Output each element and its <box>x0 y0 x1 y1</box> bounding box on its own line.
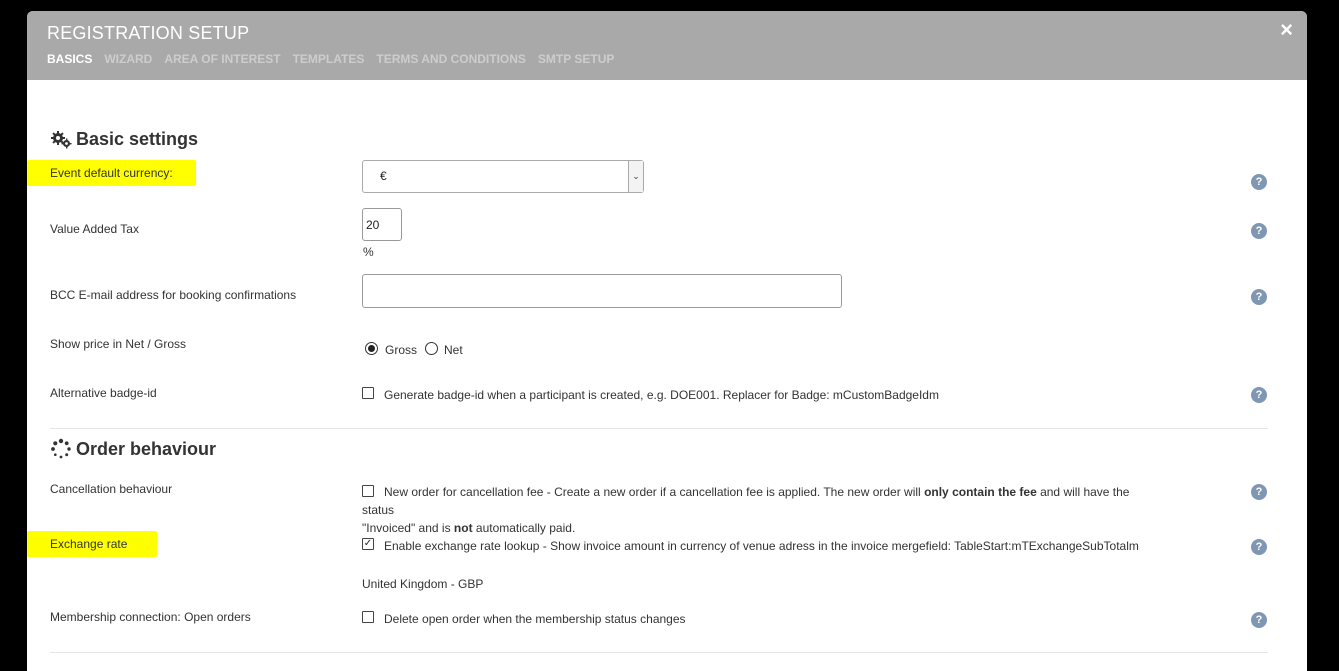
radio-net-label: Net <box>444 343 463 357</box>
section-title-text: Basic settings <box>76 128 199 149</box>
help-icon-cancellation[interactable]: ? <box>1251 484 1267 500</box>
tab-wizard[interactable]: WIZARD <box>104 52 153 66</box>
exchange-rate-note: United Kingdom - GBP <box>362 577 484 591</box>
spinner-icon <box>50 438 72 460</box>
membership-description: Delete open order when the membership status changes <box>384 612 686 626</box>
cancellation-text-4: automatically paid. <box>472 521 576 535</box>
modal-title: REGISTRATION SETUP <box>47 23 250 43</box>
cancellation-description <box>362 483 1162 537</box>
radio-gross[interactable] <box>365 342 378 355</box>
section-title-text: Order behaviour <box>76 438 217 459</box>
close-icon[interactable]: × <box>1280 17 1293 42</box>
exchange-rate-description: Enable exchange rate lookup - Show invoice amount in currency of venue adress in the invoice mergefield: TableStart:mTExchangeSubTotalm <box>384 539 1139 553</box>
membership-checkbox[interactable] <box>362 611 374 623</box>
price-label: Show price in Net / Gross <box>50 337 187 351</box>
radio-net[interactable] <box>425 342 438 355</box>
currency-select-value: € <box>380 169 387 183</box>
order-behaviour-heading <box>50 438 216 460</box>
currency-label-highlight: Event default currency: <box>27 160 196 186</box>
help-icon-bcc[interactable]: ? <box>1251 289 1267 305</box>
tab-bar <box>47 52 626 66</box>
help-icon-exchange-rate[interactable]: ? <box>1251 539 1267 555</box>
tab-terms-and-conditions[interactable]: TERMS AND CONDITIONS <box>376 52 526 66</box>
cancellation-text-3: "Invoiced" and is <box>362 521 454 535</box>
exchange-rate-label <box>50 537 157 551</box>
membership-label: Membership connection: Open orders <box>50 610 251 624</box>
section-divider <box>50 428 1268 429</box>
radio-gross-label: Gross <box>385 343 418 357</box>
exchange-rate-checkbox[interactable]: ✓ <box>363 538 373 549</box>
modal-content <box>27 80 1307 671</box>
tab-templates[interactable]: TEMPLATES <box>292 52 365 66</box>
cancellation-bold-1: only contain the fee <box>924 485 1037 499</box>
help-icon-currency[interactable]: ? <box>1251 174 1267 190</box>
badge-description: Generate badge-id when a participant is created, e.g. DOE001. Replacer for Badge: mCustomBadgeIdm <box>384 388 939 402</box>
currency-select[interactable] <box>362 160 644 193</box>
bcc-email-input[interactable] <box>362 274 842 308</box>
vat-unit: % <box>363 245 374 259</box>
tab-basics[interactable]: BASICS <box>47 52 93 66</box>
cancellation-label: Cancellation behaviour <box>50 482 173 496</box>
modal-header <box>27 11 1307 80</box>
exchange-rate-label-highlight: Exchange rate <box>27 531 157 557</box>
tab-smtp-setup[interactable]: SMTP SETUP <box>537 52 615 66</box>
bcc-label: BCC E-mail address for booking confirmations <box>50 288 297 302</box>
vat-label: Value Added Tax <box>50 222 139 236</box>
gears-icon <box>50 128 72 150</box>
cancellation-text-1: New order for cancellation fee - Create a new order if a cancellation fee is applied. The new order will <box>384 485 925 499</box>
badge-checkbox[interactable] <box>362 387 374 399</box>
vat-input[interactable] <box>362 208 402 241</box>
basic-settings-heading <box>50 128 198 150</box>
tab-area-of-interest[interactable]: AREA OF INTEREST <box>164 52 281 66</box>
help-icon-badge[interactable]: ? <box>1251 387 1267 403</box>
currency-label <box>50 166 196 180</box>
cancellation-bold-2: not <box>453 521 473 535</box>
section-divider <box>50 652 1268 653</box>
registration-setup-modal <box>27 11 1307 671</box>
cancellation-text-2: and will have the status <box>362 485 1130 517</box>
badge-label: Alternative badge-id <box>50 386 157 400</box>
help-icon-membership[interactable]: ? <box>1251 612 1267 628</box>
help-icon-vat[interactable]: ? <box>1251 223 1267 239</box>
chevron-down-icon[interactable]: ⌄ <box>628 161 643 192</box>
